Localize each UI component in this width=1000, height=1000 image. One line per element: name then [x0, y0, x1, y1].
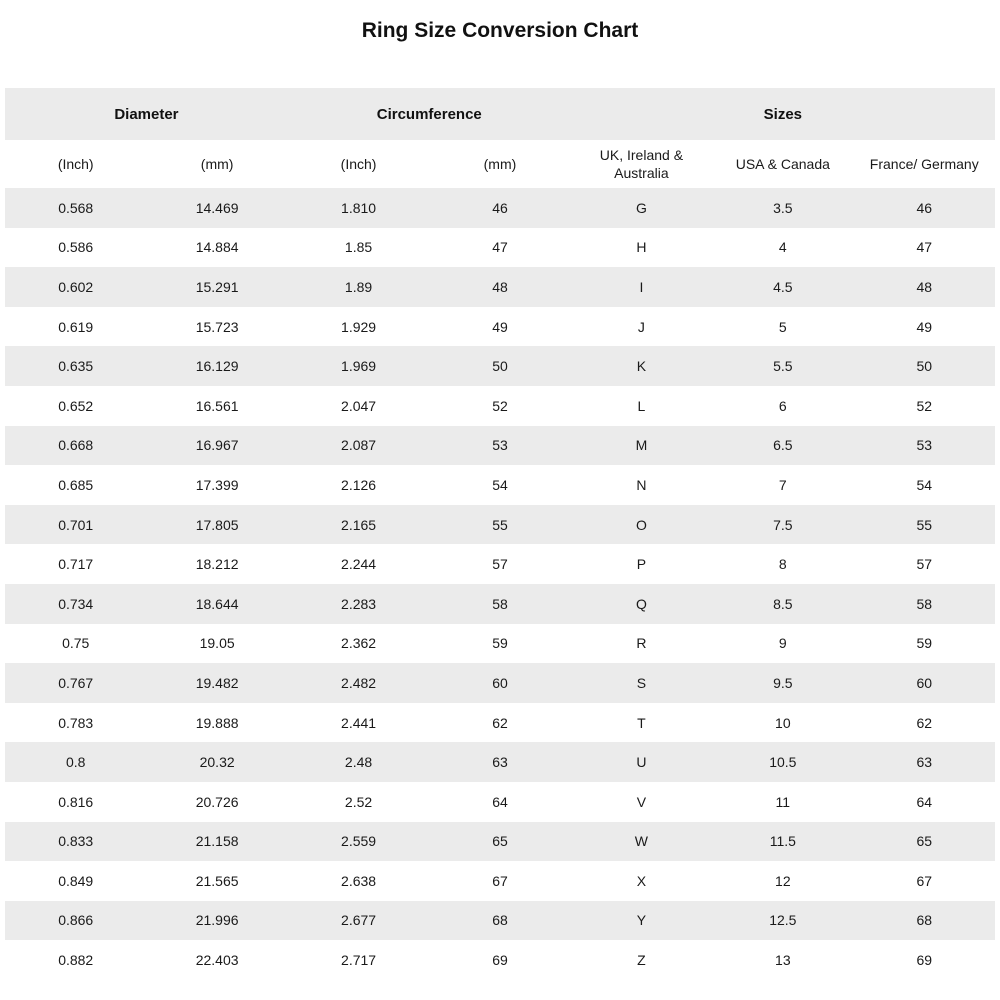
table-row	[5, 822, 995, 862]
table-cell: 0.849	[58, 872, 94, 889]
table-row	[5, 782, 995, 822]
table-cell: 21.565	[195, 872, 239, 889]
table-cell: 58	[492, 595, 508, 612]
table-cell: U	[636, 754, 647, 771]
table-cell: 16.561	[195, 397, 239, 414]
table-cell: 11	[775, 793, 791, 810]
table-cell: 63	[492, 754, 508, 771]
table-cell: 2.717	[341, 952, 377, 969]
table-cell: 1.89	[344, 278, 373, 295]
table-cell: 22.403	[195, 952, 239, 969]
table-cell: 21.158	[195, 833, 239, 850]
table-cell: V	[636, 793, 647, 810]
table-row	[5, 505, 995, 545]
table-cell: 8	[778, 556, 787, 573]
table-cell: 48	[916, 278, 933, 295]
table-cell: 0.701	[58, 516, 94, 533]
table-cell: 57	[916, 556, 933, 573]
table-cell: 1.929	[341, 318, 377, 335]
table-cell: 19.05	[199, 635, 235, 652]
table-cell: 69	[916, 952, 933, 969]
table-cell: H	[636, 239, 647, 256]
table-cell: 0.652	[58, 397, 94, 414]
column-header-circumference-mm: (mm)	[429, 140, 570, 188]
table-row	[5, 742, 995, 782]
table-cell: 58	[916, 595, 933, 612]
table-cell: 19.888	[195, 714, 239, 731]
page-title: Ring Size Conversion Chart	[361, 19, 639, 42]
table-cell: 16.129	[195, 358, 239, 375]
table-cell: 47	[916, 239, 933, 256]
table-cell: 52	[492, 397, 508, 414]
group-header-sizes: Sizes	[571, 88, 995, 140]
table-cell: 9.5	[773, 674, 793, 691]
table-cell: 2.244	[341, 556, 377, 573]
table-cell: 2.677	[341, 912, 377, 929]
table-cell: 62	[492, 714, 508, 731]
table-cell: 55	[492, 516, 508, 533]
table-cell: 49	[492, 318, 508, 335]
table-row	[5, 940, 995, 980]
table-cell: 68	[916, 912, 933, 929]
table-cell: 54	[916, 476, 933, 493]
table-cell: 5	[778, 318, 787, 335]
table-cell: 19.482	[195, 674, 239, 691]
table-cell: 18.212	[195, 556, 239, 573]
table-cell: 0.734	[58, 595, 94, 612]
table-cell: 0.816	[58, 793, 94, 810]
table-cell: 0.75	[62, 635, 90, 652]
table-row	[5, 267, 995, 307]
table-cell: 5.5	[773, 358, 793, 375]
group-header-diameter: Diameter	[5, 88, 288, 140]
table-cell: 54	[492, 476, 508, 493]
ring-size-table-container	[5, 88, 995, 980]
table-cell: M	[635, 437, 648, 454]
table-cell: 2.165	[341, 516, 377, 533]
table-cell: T	[637, 714, 646, 731]
table-cell: 2.283	[341, 595, 377, 612]
table-row	[5, 861, 995, 901]
table-cell: 67	[916, 872, 933, 889]
table-cell: 0.635	[58, 358, 94, 375]
table-cell: 0.783	[58, 714, 94, 731]
column-header-row	[5, 140, 995, 188]
table-cell: K	[636, 358, 647, 375]
table-cell: 50	[916, 358, 933, 375]
table-cell: 7.5	[773, 516, 793, 533]
table-cell: 3.5	[773, 199, 793, 216]
table-cell: 0.767	[58, 674, 94, 691]
table-cell: 62	[916, 714, 933, 731]
table-row	[5, 426, 995, 466]
table-cell: 0.602	[58, 278, 94, 295]
table-cell: 47	[492, 239, 508, 256]
table-cell: 46	[492, 199, 508, 216]
table-cell: 11.5	[769, 833, 796, 850]
table-row	[5, 307, 995, 347]
table-cell: 4.5	[773, 278, 793, 295]
table-cell: 13	[775, 952, 791, 969]
table-cell: 4	[778, 239, 787, 256]
column-header-uk-ireland-australia: UK, Ireland & Australia	[571, 140, 712, 188]
table-cell: 59	[492, 635, 508, 652]
table-cell: 12.5	[769, 912, 797, 929]
table-row	[5, 663, 995, 703]
table-cell: W	[634, 833, 648, 850]
table-cell: 0.866	[58, 912, 94, 929]
table-cell: 57	[492, 556, 508, 573]
table-cell: 52	[916, 397, 933, 414]
table-cell: R	[636, 635, 647, 652]
table-cell: 2.362	[341, 635, 377, 652]
table-cell: Z	[637, 952, 646, 969]
table-cell: 60	[916, 674, 933, 691]
table-cell: Y	[636, 912, 647, 929]
table-cell: 49	[916, 318, 933, 335]
table-cell: 53	[916, 437, 933, 454]
table-cell: 53	[492, 437, 508, 454]
table-cell: 0.8	[65, 754, 86, 771]
table-cell: 18.644	[195, 595, 239, 612]
ring-size-conversion-table	[5, 88, 995, 980]
table-cell: 0.833	[58, 833, 94, 850]
table-row	[5, 544, 995, 584]
table-cell: 2.047	[341, 397, 377, 414]
table-cell: 69	[492, 952, 508, 969]
table-cell: 67	[492, 872, 508, 889]
table-cell: 10.5	[769, 754, 797, 771]
table-cell: O	[635, 516, 647, 533]
table-cell: 6	[778, 397, 787, 414]
table-cell: 12	[775, 872, 791, 889]
table-cell: 64	[916, 793, 933, 810]
column-header-diameter-inch: (Inch)	[5, 140, 146, 188]
table-cell: 55	[916, 516, 933, 533]
column-header-diameter-mm: (mm)	[146, 140, 287, 188]
table-row	[5, 584, 995, 624]
table-cell: 2.441	[341, 714, 377, 731]
table-cell: 0.685	[58, 476, 94, 493]
table-cell: 2.52	[344, 793, 373, 810]
table-cell: 0.568	[58, 199, 94, 216]
table-row	[5, 703, 995, 743]
table-cell: 1.810	[341, 199, 377, 216]
column-header-circumference-inch: (Inch)	[288, 140, 429, 188]
table-cell: 2.126	[341, 476, 377, 493]
table-row	[5, 624, 995, 664]
table-cell: 17.399	[195, 476, 239, 493]
table-cell: 1.969	[341, 358, 377, 375]
table-cell: J	[637, 318, 645, 335]
table-cell: 10	[775, 714, 791, 731]
table-cell: 15.723	[195, 318, 239, 335]
table-cell: 0.619	[58, 318, 94, 335]
table-cell: 15.291	[195, 278, 239, 295]
table-cell: 6.5	[773, 437, 793, 454]
table-cell: L	[637, 397, 646, 414]
table-row	[5, 346, 995, 386]
table-cell: 14.884	[195, 239, 239, 256]
table-cell: 1.85	[344, 239, 373, 256]
group-header-circumference: Circumference	[288, 88, 571, 140]
table-cell: 0.586	[58, 239, 94, 256]
table-cell: 50	[492, 358, 508, 375]
table-cell: 65	[916, 833, 933, 850]
table-cell: S	[636, 674, 647, 691]
table-cell: 2.087	[341, 437, 377, 454]
table-cell: 68	[492, 912, 508, 929]
table-cell: 20.32	[199, 754, 235, 771]
table-cell: 8.5	[773, 595, 793, 612]
table-cell: 9	[778, 635, 787, 652]
table-cell: 63	[916, 754, 933, 771]
table-cell: N	[636, 476, 647, 493]
table-cell: Q	[635, 595, 647, 612]
table-cell: 2.638	[341, 872, 377, 889]
table-cell: 2.482	[341, 674, 377, 691]
table-cell: 0.882	[58, 952, 94, 969]
table-cell: I	[639, 278, 644, 295]
table-row	[5, 465, 995, 505]
table-body	[5, 188, 995, 980]
column-header-usa-canada: USA & Canada	[712, 140, 853, 188]
table-row	[5, 188, 995, 228]
table-header	[5, 88, 995, 188]
table-cell: 17.805	[195, 516, 239, 533]
table-cell: 21.996	[195, 912, 239, 929]
table-cell: 59	[916, 635, 933, 652]
column-header-france-germany: France/ Germany	[854, 140, 995, 188]
table-cell: 0.668	[58, 437, 94, 454]
table-cell: 16.967	[195, 437, 239, 454]
table-cell: P	[636, 556, 647, 573]
table-row	[5, 228, 995, 268]
table-cell: 65	[492, 833, 508, 850]
table-cell: 2.559	[341, 833, 377, 850]
table-cell: 0.717	[58, 556, 94, 573]
table-cell: 20.726	[195, 793, 239, 810]
group-header-row	[5, 88, 995, 140]
table-row	[5, 901, 995, 941]
table-cell: 60	[492, 674, 508, 691]
table-cell: 46	[916, 199, 933, 216]
table-row	[5, 386, 995, 426]
table-cell: 64	[492, 793, 508, 810]
table-cell: 48	[492, 278, 508, 295]
table-cell: X	[636, 872, 647, 889]
table-cell: 14.469	[195, 199, 239, 216]
table-cell: 2.48	[344, 754, 373, 771]
table-cell: 7	[778, 476, 787, 493]
table-cell: G	[635, 199, 647, 216]
